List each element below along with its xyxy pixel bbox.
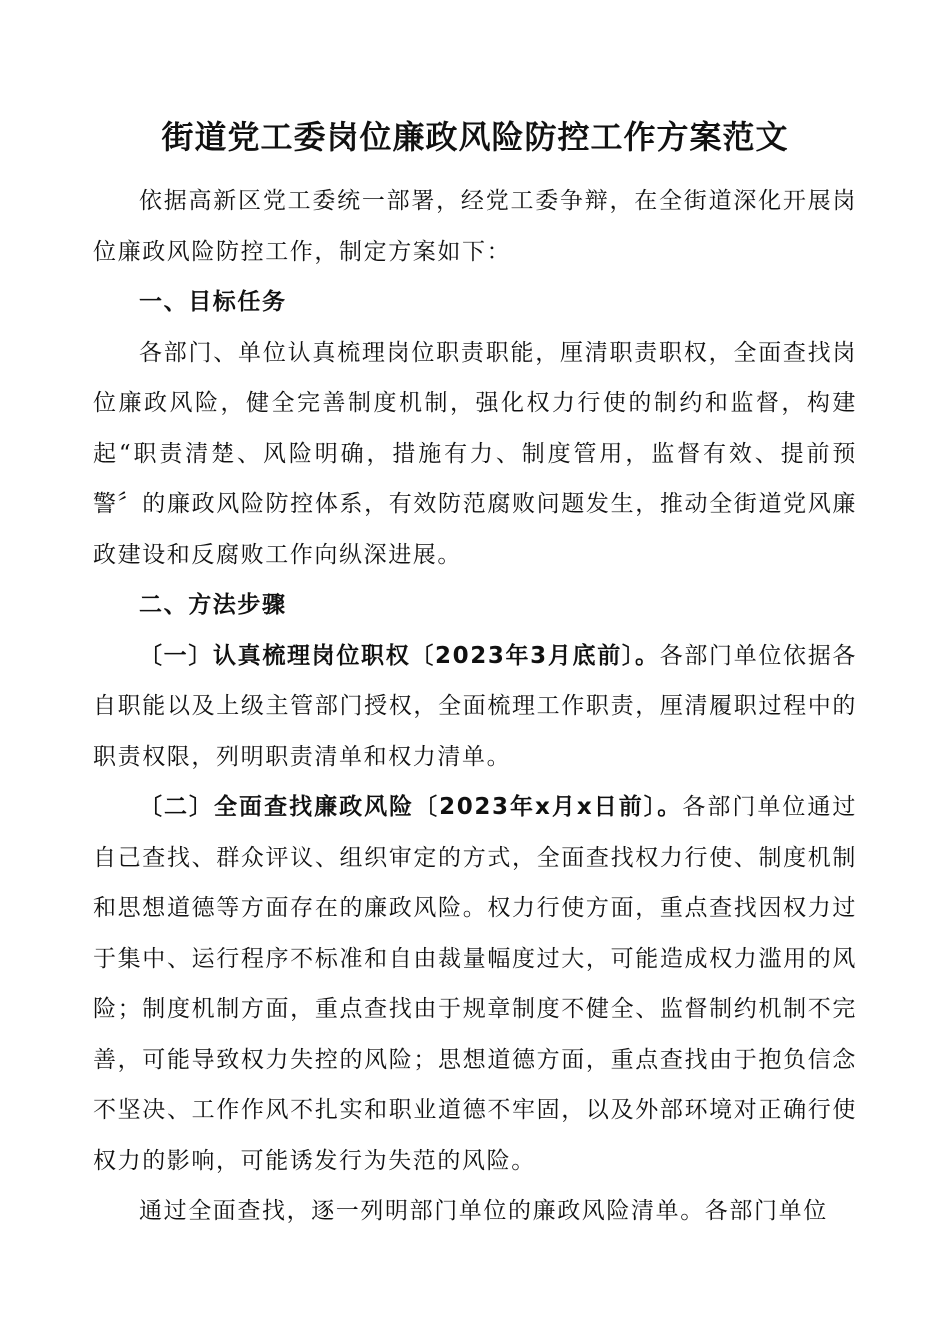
- step-two-paragraph: [93, 782, 857, 1186]
- step-two-lead: 〔二〕全面查找廉政风险〔2023年x月x日前〕。: [139, 794, 683, 820]
- step-one-paragraph: [93, 631, 857, 783]
- intro-paragraph: 依据高新区党工委统一部署，经党工委争辩，在全街道深化开展岗位廉政风险防控工作，制定方案如下：: [93, 188, 857, 265]
- step-one-lead: 〔一〕认真梳理岗位职权〔2023年3月底前〕。: [139, 642, 660, 669]
- section-heading-steps: 二、方法步骤: [139, 592, 287, 618]
- goals-paragraph: 各部门、单位认真梳理岗位职责职能，厘清职责职权，全面查找岗位廉政风险，健全完善制度机制，强化权力行使的制约和监督，构建起“职责清楚、风险明确，措施有力、制度管用，监督有效、提前预警〞的廉政风险防控体系，有效防范腐败问题发生，推动全街道党风廉政建设和反腐败工作向纵深进展。: [93, 339, 857, 568]
- document-body: [93, 176, 857, 1237]
- document-title: 街道党工委岗位廉政风险防控工作方案范文: [161, 118, 789, 156]
- risk-list-paragraph: 通过全面查找，逐一列明部门单位的廉政风险清单。各部门单位: [139, 1198, 828, 1224]
- step-one-text: 各部门单位依据各自职能以及上级主管部门授权，全面梳理工作职责，厘清履职过程中的职责权限，列明职责清单和权力清单。: [93, 642, 857, 770]
- section-heading-goals: 一、目标任务: [139, 289, 287, 315]
- step-two-text: 各部门单位通过自己查找、群众评议、组织审定的方式，全面查找权力行使、制度机制和思想道德等方面存在的廉政风险。权力行使方面，重点查找因权力过于集中、运行程序不标准和自由裁量幅度过大，可能造成权力滥用的风险；制度机制方面，重点查找由于规章制度不健全、监督制约机制不完善，可能导致权力失控的风险；思想道德方面，重点查找由于抱负信念不坚决、工作作风不扎实和职业道德不牢固，以及外部环境对正确行使权力的影响，可能诱发行为失范的风险。: [93, 794, 858, 1174]
